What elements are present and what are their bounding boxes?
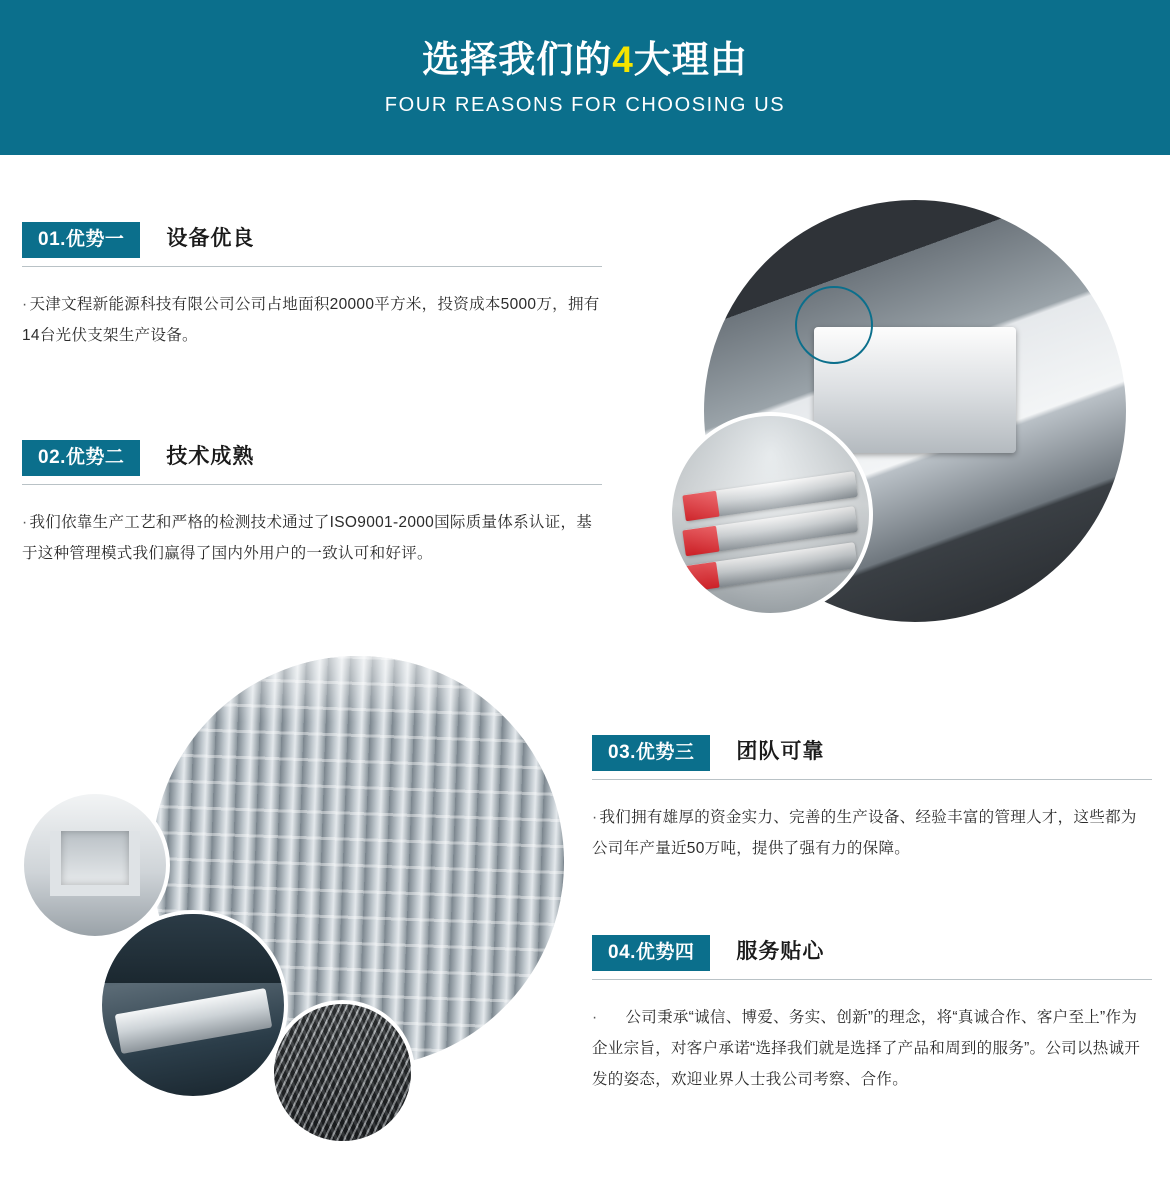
page-title-before: 选择我们的 xyxy=(422,38,613,80)
advantage-text-content-01: 天津文程新能源科技有限公司公司占地面积20000平方米，投资成本5000万，拥有14台光伏支架生产设备。 xyxy=(22,296,600,344)
advantage-title-03: 团队可靠 xyxy=(736,740,825,763)
advantage-block-02 xyxy=(22,440,602,569)
rail-end-cap xyxy=(682,491,719,521)
clamp-bolt-detail xyxy=(936,373,974,411)
advantage-head-03 xyxy=(592,735,1152,771)
advantage-title-01: 设备优良 xyxy=(166,227,255,250)
advantage-bullet-03: · xyxy=(592,809,598,826)
page-subtitle: FOUR REASONS FOR CHOOSING US xyxy=(384,94,786,117)
advantage-text-content-04: 公司秉承“诚信、博爱、务实、创新”的理念，将“真诚合作、客户至上”作为企业宗旨，对客户承诺“选择我们就是选择了产品和周到的服务”。公司以热诚开发的姿态，欢迎业界人士我公司考察、合作。 xyxy=(592,1009,1141,1088)
advantage-badge-01: 01.优势一 xyxy=(22,222,140,258)
page-title-accent: 4 xyxy=(612,38,634,80)
advantage-text-content-02: 我们依靠生产工艺和严格的检测技术通过了ISO9001-2000国际质量体系认证，基于这种管理模式我们赢得了国内外用户的一致认可和好评。 xyxy=(22,514,593,562)
rail-piece xyxy=(683,507,858,557)
advantage-rule-04 xyxy=(592,979,1152,980)
advantage-head-01 xyxy=(22,222,602,258)
advantage-head-02 xyxy=(22,440,602,476)
advantage-block-03 xyxy=(592,735,1152,864)
advantage-block-04 xyxy=(592,935,1152,1095)
advantage-bullet-02: · xyxy=(22,514,28,531)
machine-panel xyxy=(102,914,284,983)
advantage-text-03 xyxy=(592,802,1152,864)
advantage-rule-02 xyxy=(22,484,602,485)
u-channel-shape xyxy=(50,831,141,896)
rail-piece xyxy=(683,471,858,521)
advantage-title-02: 技术成熟 xyxy=(166,445,255,468)
rail-piece xyxy=(683,542,858,592)
advantage-bullet-04: · xyxy=(592,1009,598,1026)
advantage-bullet-01: · xyxy=(22,296,28,313)
rail-bracket-photo xyxy=(668,412,873,617)
advantage-badge-03: 03.优势三 xyxy=(592,735,710,771)
advantage-rule-03 xyxy=(592,779,1152,780)
advantage-rule-01 xyxy=(22,266,602,267)
advantage-title-04: 服务贴心 xyxy=(736,940,825,963)
advantage-badge-04: 04.优势四 xyxy=(592,935,710,971)
advantage-head-04 xyxy=(592,935,1152,971)
page-title-after: 大理由 xyxy=(633,38,748,80)
advantage-text-content-03: 我们拥有雄厚的资金实力、完善的生产设备、经验丰富的管理人才，这些都为公司年产量近50万吨，提供了强有力的保障。 xyxy=(592,809,1137,857)
advantage-text-01 xyxy=(22,289,602,351)
page-header xyxy=(0,0,1170,155)
advantage-block-01 xyxy=(22,222,602,351)
machine-output-bar xyxy=(114,988,272,1054)
advantage-badge-02: 02.优势二 xyxy=(22,440,140,476)
page-title xyxy=(422,38,748,82)
rail-end-cap xyxy=(682,526,719,556)
decor-circle-outline xyxy=(795,286,873,364)
rollforming-machine-photo xyxy=(98,910,288,1100)
steel-coil-photo xyxy=(270,1000,415,1145)
rail-end-cap xyxy=(682,562,719,592)
advantage-text-04 xyxy=(592,1002,1152,1095)
advantage-text-02 xyxy=(22,507,602,569)
